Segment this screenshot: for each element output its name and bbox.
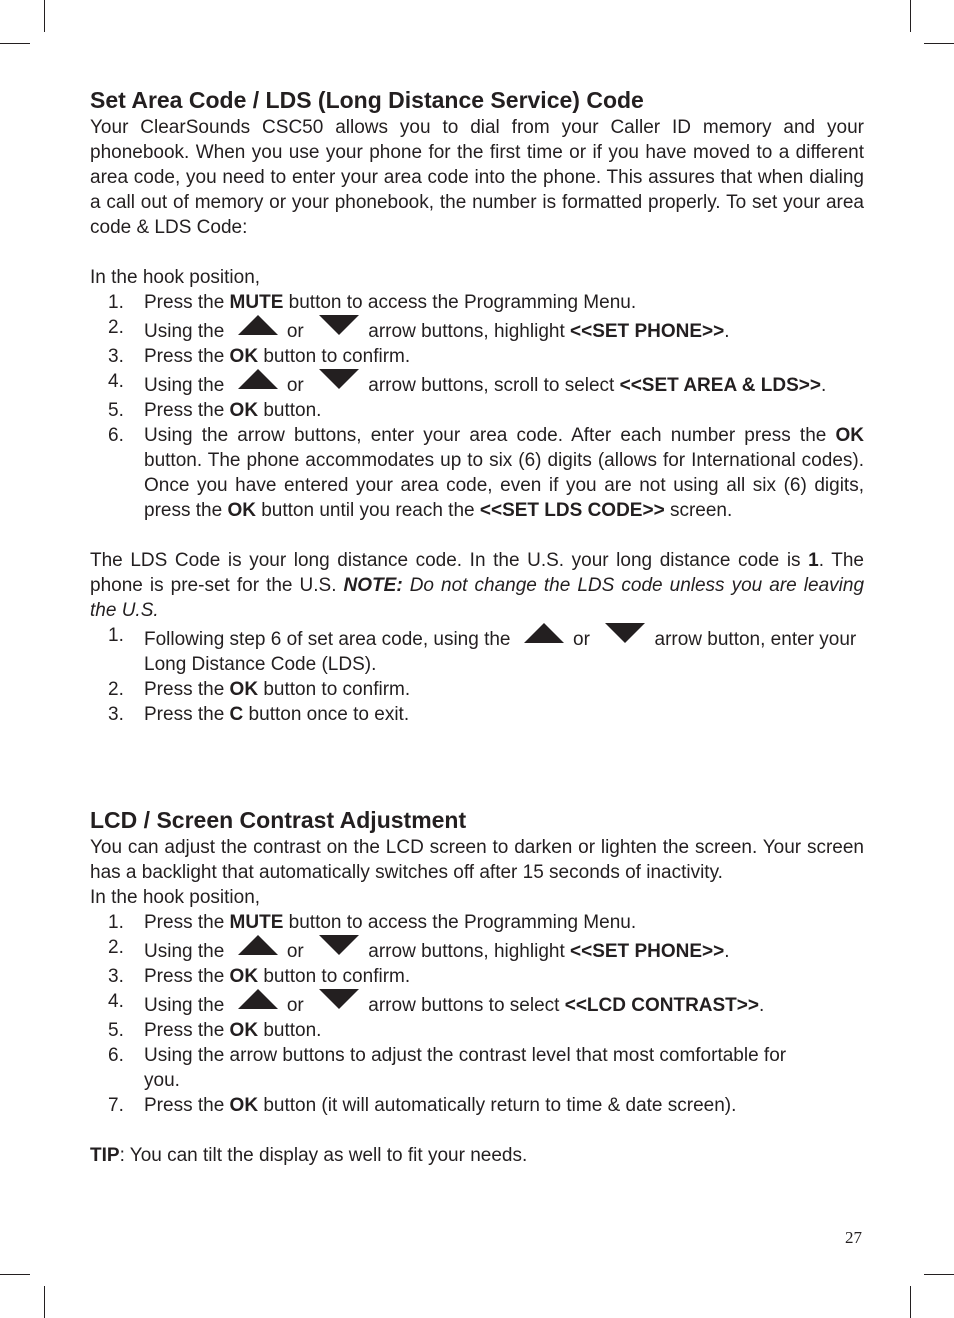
page-number: 27 (845, 1228, 862, 1247)
list-item: 6. Using the arrow buttons to adjust the contrast level that most comfortable for you. (108, 1045, 787, 1091)
list-item: 7. Press the OK button (it will automatically return to time & date screen). (108, 1095, 737, 1116)
list-item: 1. Press the MUTE button to access the Programming Menu. (108, 912, 637, 933)
up-arrow-icon (238, 989, 278, 1009)
crop-mark (924, 43, 954, 44)
list-item: 2. Using the or arrow buttons, highlight <<SET PHONE>>. (108, 937, 730, 962)
section-title-area-code: Set Area Code / LDS (Long Distance Service) Code (90, 87, 644, 113)
crop-mark (0, 43, 30, 44)
lds-steps (90, 623, 864, 727)
page-content (90, 85, 864, 1168)
hook-position-lead: In the hook position, (90, 267, 261, 288)
area-code-intro: Your ClearSounds CSC50 allows you to dial from your Caller ID memory and your phonebook. When you use your phone for the first time or if you have moved to a different area code, you need to enter your area code into the phone. This assures that when dialing a call out of memory or your phonebook, the number is formatted properly. To set your area code & LDS Code: (90, 117, 864, 238)
crop-mark (0, 1274, 30, 1275)
list-item: 1. Following step 6 of set area code, using the or arrow button, enter your Long Distance Code (LDS). (108, 625, 857, 675)
crop-mark (44, 0, 45, 32)
list-item: 6. Using the arrow buttons, enter your area code. After each number press the OK button. The phone accommodates up to six (6) digits (allows for International codes). Once you have entered your area code, even if you are not using all six (6) digits, press the OK button until you reach the <<SET LDS CODE>> screen. (108, 425, 864, 521)
lds-paragraph: The LDS Code is your long distance code. In the U.S. your long distance code is 1. The phone is pre-set for the U.S. NOTE: Do not change the LDS code unless you are leaving the U.S. (90, 550, 865, 621)
crop-mark (910, 0, 911, 32)
up-arrow-icon (524, 623, 564, 643)
crop-mark (924, 1274, 954, 1275)
up-arrow-icon (238, 935, 278, 955)
list-item: 3. Press the OK button to confirm. (108, 966, 411, 987)
tip-paragraph: TIP: You can tilt the display as well to fit your needs. (90, 1145, 528, 1166)
list-item: 3. Press the C button once to exit. (108, 704, 410, 725)
up-arrow-icon (238, 315, 278, 335)
list-item: 5. Press the OK button. (108, 1020, 322, 1041)
list-item: 4. Using the or arrow buttons, scroll to select <<SET AREA & LDS>>. (108, 371, 827, 396)
up-arrow-icon (238, 369, 278, 389)
list-item: 4. Using the or arrow buttons to select <<LCD CONTRAST>>. (108, 991, 765, 1016)
down-arrow-icon (319, 315, 359, 335)
hook-position-lead: In the hook position, (90, 887, 261, 908)
list-item: 3. Press the OK button to confirm. (108, 346, 411, 367)
lcd-contrast-intro: You can adjust the contrast on the LCD screen to darken or lighten the screen. Your screen has a backlight that automatically switches off after 15 seconds of inactivity. (90, 837, 864, 883)
lcd-contrast-steps (90, 910, 864, 1118)
down-arrow-icon (319, 935, 359, 955)
down-arrow-icon (605, 623, 645, 643)
down-arrow-icon (319, 989, 359, 1009)
down-arrow-icon (319, 369, 359, 389)
area-code-steps (90, 290, 864, 523)
list-item: 5. Press the OK button. (108, 400, 322, 421)
section-title-lcd-contrast: LCD / Screen Contrast Adjustment (90, 807, 467, 833)
crop-mark (44, 1286, 45, 1318)
list-item: 1. Press the MUTE button to access the Programming Menu. (108, 292, 637, 313)
list-item: 2. Press the OK button to confirm. (108, 679, 411, 700)
crop-mark (910, 1286, 911, 1318)
list-item: 2. Using the or arrow buttons, highlight <<SET PHONE>>. (108, 317, 730, 342)
